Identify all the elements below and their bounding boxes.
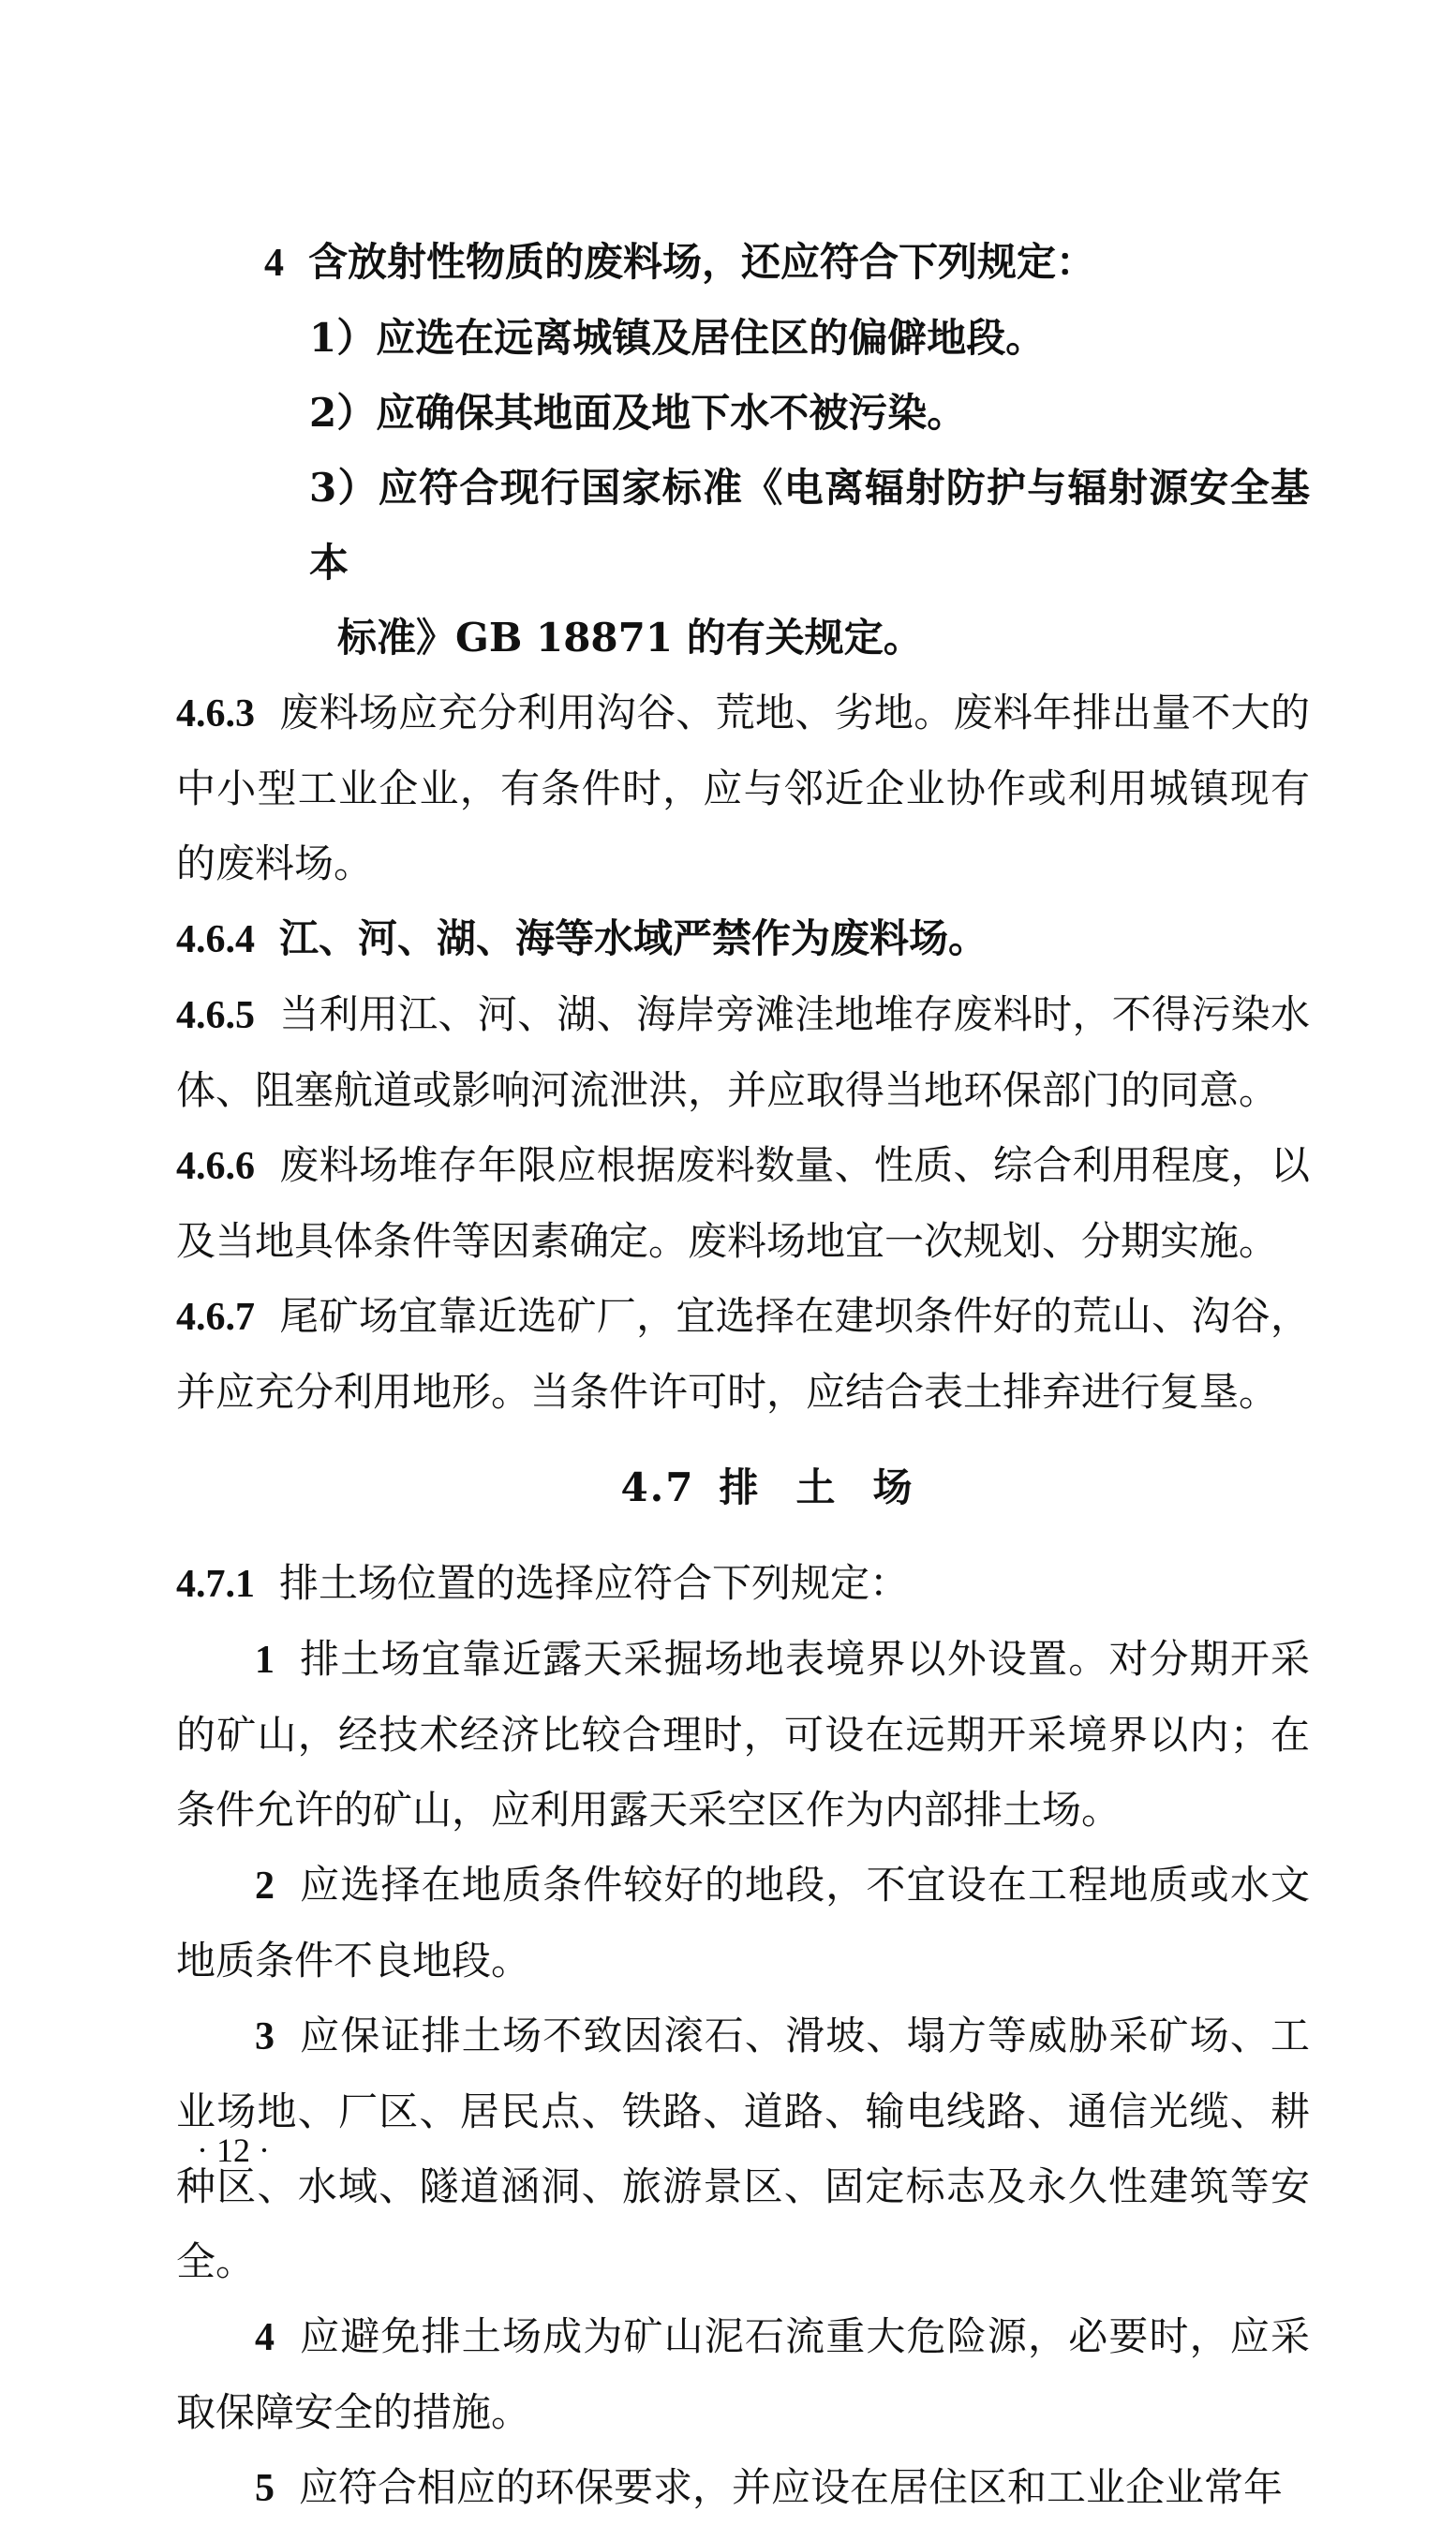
clause-4-6-3: 4.6.3 废料场应充分利用沟谷、荒地、劣地。废料年排出量不大的中小型工业企业，有条件时，应与邻近企业协作或利用城镇现有的废料场。 xyxy=(176,690,1310,886)
list-item: 4 应避免排土场成为矿山泥石流重大危险源，必要时，应采取保障安全的措施。 xyxy=(176,2313,1310,2435)
list-item: 3 应保证排土场不致因滚石、滑坡、塌方等威胁采矿场、工业场地、厂区、居民点、铁路、道路、输电线路、通信光缆、耕种区、水域、隧道涵洞、旅游景区、固定标志及永久性建筑等安全。 xyxy=(176,2013,1310,2284)
clause-4-6-7: 4.6.7 尾矿场宜靠近选矿厂，宜选择在建坝条件好的荒山、沟谷，并应充分利用地形。当条件许可时，应结合表土排弃进行复垦。 xyxy=(176,1293,1310,1415)
section-number: 4.7 xyxy=(620,1464,695,1510)
item-4: 4 含放射性物质的废料场，还应符合下列规定： xyxy=(264,239,1096,285)
sub-item-1: 1）应选在远离城镇及居住区的偏僻地段。 xyxy=(309,315,1046,361)
list-item: 5 应符合相应的环保要求，并应设在居住区和工业企业常年 xyxy=(255,2464,1284,2510)
list-item: 1 排土场宜靠近露天采掘场地表境界以外设置。对分期开采的矿山，经技术经济比较合理时，可设在远期开采境界以内；在条件允许的矿山，应利用露天采空区作为内部排土场。 xyxy=(176,1636,1310,1833)
list-item: 2 应选择在地质条件较好的地段，不宜设在工程地质或水文地质条件不良地段。 xyxy=(176,1862,1310,1984)
clause-4-6-5: 4.6.5 当利用江、河、湖、海岸旁滩洼地堆存废料时，不得污染水体、阻塞航道或影响河流泄洪，并应取得当地环保部门的同意。 xyxy=(176,991,1310,1113)
section-title-text: 排土场 xyxy=(719,1464,950,1510)
sub-item-2: 2）应确保其地面及地下水不被污染。 xyxy=(309,390,967,436)
section-title xyxy=(176,1450,1310,1525)
page-number: · 12 · xyxy=(197,2132,270,2169)
sub-item-3-line-2: 标准》GB 18871 的有关规定。 xyxy=(337,615,923,661)
clause-4-6-4: 4.6.4 江、河、湖、海等水域严禁作为废料场。 xyxy=(176,915,988,961)
clause-4-6-6: 4.6.6 废料场堆存年限应根据废料数量、性质、综合利用程度，以及当地具体条件等因素确定。废料场地宜一次规划、分期实施。 xyxy=(176,1142,1310,1264)
clause-4-7-1: 4.7.1 排土场位置的选择应符合下列规定： xyxy=(176,1560,910,1606)
page-body xyxy=(176,225,1310,2526)
sub-item-3-line-1: 3）应符合现行国家标准《电离辐射防护与辐射源安全基本 xyxy=(309,465,1310,586)
